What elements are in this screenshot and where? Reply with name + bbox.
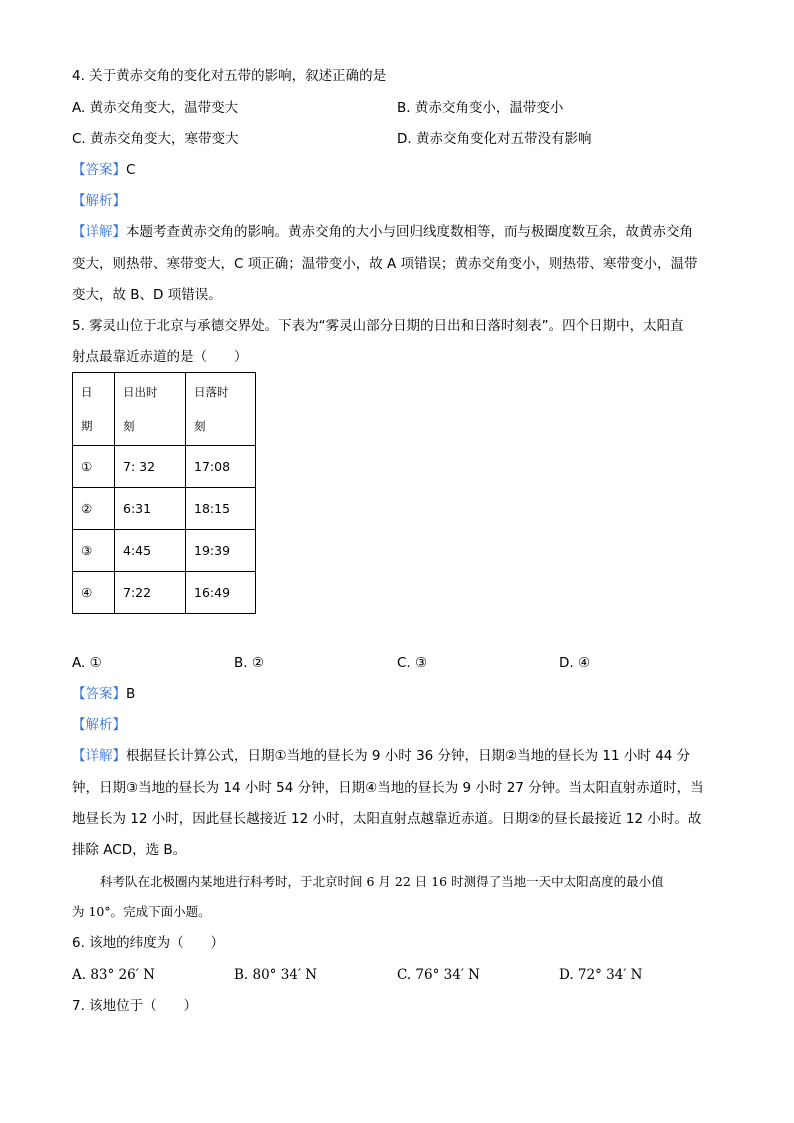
- q4-analysis-tag: [72, 191, 126, 211]
- passage-intro-line-2: 为 10°。完成下面小题。: [72, 904, 211, 919]
- cell-sunset: 16:49: [186, 572, 256, 614]
- detail-text: 根据昼长计算公式，日期①当地的昼长为 9 小时 36 分钟，日期②当地的昼长为 11 小时 44 分: [126, 748, 691, 764]
- q5-option-c: C. ③: [397, 655, 428, 671]
- answer-tag: 【答案】: [72, 162, 126, 178]
- q5-option-a: A. ①: [72, 655, 102, 671]
- q5-stem-line-1: 5. 雾灵山位于北京与承德交界处。下表为“雾灵山部分日期的日出和日落时刻表”。四个日期中，太阳直: [72, 318, 684, 334]
- sunrise-sunset-table: [72, 372, 256, 614]
- q5-detail-line-1: [72, 746, 690, 766]
- answer-tag: 【答案】: [72, 686, 126, 702]
- table-row: [73, 530, 256, 572]
- q7-stem: 7. 该地位于（ ）: [72, 998, 198, 1014]
- header-sunrise: 日出时 刻: [115, 373, 186, 446]
- q4-stem: 4. 关于黄赤交角的变化对五带的影响，叙述正确的是: [72, 68, 387, 84]
- q6-stem: 6. 该地的纬度为（ ）: [72, 935, 225, 951]
- cell-sunset: 17:08: [186, 446, 256, 488]
- cell-sunset: 19:39: [186, 530, 256, 572]
- cell-sunset: 18:15: [186, 488, 256, 530]
- cell-date: ②: [73, 488, 115, 530]
- q4-detail-line-3: 变大，故 B、D 项错误。: [72, 287, 222, 303]
- header-date: 日 期: [73, 373, 115, 446]
- q6-option-c: C. 76° 34′ N: [397, 967, 480, 983]
- cell-sunrise: 4:45: [115, 530, 186, 572]
- q5-answer: [72, 684, 135, 704]
- q6-option-a: A. 83° 26′ N: [72, 967, 155, 983]
- q5-detail-line-4: 排除 ACD，选 B。: [72, 842, 187, 858]
- analysis-tag: 【解析】: [72, 717, 126, 733]
- q5-detail-line-3: 地昼长为 12 小时，因此昼长越接近 12 小时，太阳直射点越靠近赤道。日期②的昼长最接近 12 小时。故: [72, 811, 702, 827]
- q6-option-d: D. 72° 34′ N: [559, 967, 643, 983]
- detail-text: 本题考查黄赤交角的影响。黄赤交角的大小与回归线度数相等，而与极圈度数互余，故黄赤交角: [126, 224, 693, 240]
- answer-value: B: [126, 686, 136, 702]
- cell-sunrise: 7: 32: [115, 446, 186, 488]
- q4-option-c: C. 黄赤交角变大，寒带变大: [72, 131, 239, 147]
- passage-intro-line-1: 科考队在北极圈内某地进行科考时，于北京时间 6 月 22 日 16 时测得了当地一天中太阳高度的最小值: [100, 874, 664, 889]
- analysis-tag: 【解析】: [72, 193, 126, 209]
- q4-option-a: A. 黄赤交角变大，温带变大: [72, 100, 239, 116]
- q5-option-d: D. ④: [559, 655, 591, 671]
- q4-answer: [72, 160, 135, 180]
- cell-sunrise: 7:22: [115, 572, 186, 614]
- cell-date: ①: [73, 446, 115, 488]
- q5-option-b: B. ②: [234, 655, 264, 671]
- q4-detail-line-1: [72, 222, 693, 242]
- detail-tag: 【详解】: [72, 224, 126, 240]
- answer-value: C: [126, 162, 136, 178]
- q5-detail-line-2: 钟，日期③当地的昼长为 14 小时 54 分钟，日期④当地的昼长为 9 小时 27 分钟。当太阳直射赤道时，当: [72, 780, 704, 796]
- cell-date: ③: [73, 530, 115, 572]
- q6-option-b: B. 80° 34′ N: [234, 967, 318, 983]
- table-header-row: [73, 373, 256, 446]
- table-row: [73, 446, 256, 488]
- header-sunset: 日落时 刻: [186, 373, 256, 446]
- q4-option-b: B. 黄赤交角变小，温带变小: [397, 100, 564, 116]
- q4-option-d: D. 黄赤交角变化对五带没有影响: [397, 131, 592, 147]
- table-row: [73, 572, 256, 614]
- cell-date: ④: [73, 572, 115, 614]
- cell-sunrise: 6:31: [115, 488, 186, 530]
- detail-tag: 【详解】: [72, 748, 126, 764]
- q4-detail-line-2: 变大，则热带、寒带变大，C 项正确；温带变小，故 A 项错误；黄赤交角变小，则热带、寒带变小，温带: [72, 256, 698, 272]
- table-row: [73, 488, 256, 530]
- q5-stem-line-2: 射点最靠近赤道的是（ ）: [72, 349, 248, 365]
- q5-analysis-tag: [72, 715, 126, 735]
